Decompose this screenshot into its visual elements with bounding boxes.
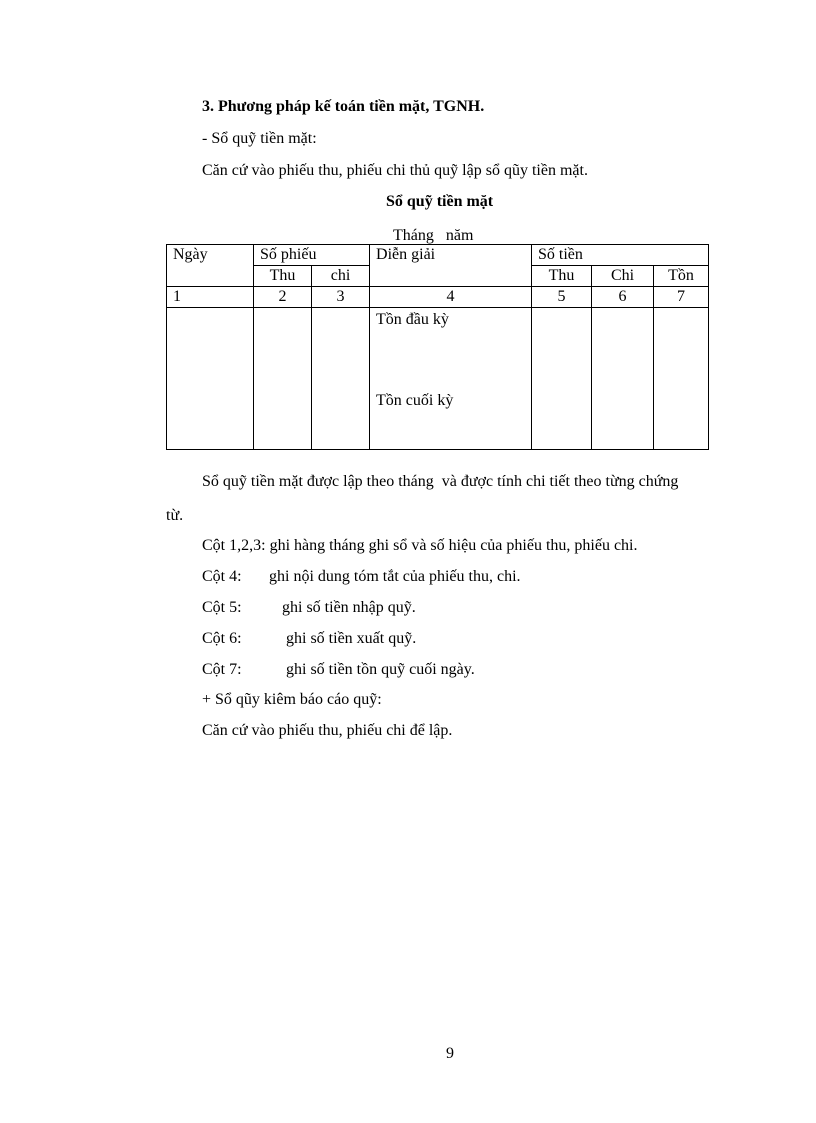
header-so-phieu: Số phiếu <box>254 245 370 266</box>
col-number: 4 <box>370 287 532 308</box>
header-thu: Thu <box>254 266 312 287</box>
body-cell-dien-giai <box>370 308 532 450</box>
cot-6-text: ghi số tiền xuất quỹ. <box>286 630 417 647</box>
table-subtitle: Tháng năm <box>393 227 474 244</box>
cot-5-text: ghi số tiền nhập quỹ. <box>282 599 416 616</box>
ton-cuoi-ky: Tồn cuối kỳ <box>376 392 454 409</box>
last-line: Căn cứ vào phiếu thu, phiếu chi để lập. <box>202 722 453 739</box>
table-header-row-1 <box>167 245 709 266</box>
table-body-row <box>167 308 709 450</box>
col-number: 5 <box>532 287 592 308</box>
header-ngay: Ngày <box>167 245 254 266</box>
table-header-row-2 <box>167 266 709 287</box>
page-number: 9 <box>446 1045 454 1062</box>
cash-ledger-table <box>166 244 709 450</box>
col-number: 3 <box>312 287 370 308</box>
cot-4-text: ghi nội dung tóm tắt của phiếu thu, chi. <box>269 568 521 585</box>
body-cell <box>592 308 654 450</box>
body-cell <box>532 308 592 450</box>
col-number: 1 <box>167 287 254 308</box>
cot-4-label: Cột 4: <box>202 568 242 585</box>
cot-7-label: Cột 7: <box>202 661 242 678</box>
table-col-number-row <box>167 287 709 308</box>
table-title: Sổ quỹ tiền mặt <box>386 193 494 210</box>
body-cell <box>654 308 709 450</box>
paragraph-1-line-1: Sổ quỹ tiền mặt được lập theo tháng và được tính chi tiết theo từng chứng <box>202 473 679 490</box>
col-number: 2 <box>254 287 312 308</box>
section-heading: 3. Phương pháp kế toán tiền mặt, TGNH. <box>202 98 485 115</box>
body-cell <box>167 308 254 450</box>
body-cell <box>254 308 312 450</box>
body-cell <box>312 308 370 450</box>
cot-123-line: Cột 1,2,3: ghi hàng tháng ghi sổ và số hiệu của phiếu thu, phiếu chi. <box>202 537 638 554</box>
paragraph-1-line-2: từ. <box>166 507 184 524</box>
cot-7-text: ghi số tiền tồn quỹ cuối ngày. <box>286 661 475 678</box>
col-number: 7 <box>654 287 709 308</box>
header-tien-chi: Chi <box>592 266 654 287</box>
ton-dau-ky: Tồn đầu kỳ <box>376 311 449 328</box>
intro-line-1: - Sổ quỹ tiền mặt: <box>202 130 317 147</box>
col-number: 6 <box>592 287 654 308</box>
intro-line-2: Căn cứ vào phiếu thu, phiếu chi thủ quỹ lập sổ qũy tiền mặt. <box>202 162 588 179</box>
header-ton: Tồn <box>654 266 709 287</box>
header-tien-thu: Thu <box>532 266 592 287</box>
header-dien-giai-blank <box>370 266 532 287</box>
header-dien-giai: Diễn giải <box>370 245 532 266</box>
bullet-line: + Sổ qũy kiêm báo cáo quỹ: <box>202 691 382 708</box>
header-chi: chi <box>312 266 370 287</box>
header-ngay-blank <box>167 266 254 287</box>
cot-5-label: Cột 5: <box>202 599 242 616</box>
header-so-tien: Số tiền <box>532 245 709 266</box>
cot-6-label: Cột 6: <box>202 630 242 647</box>
